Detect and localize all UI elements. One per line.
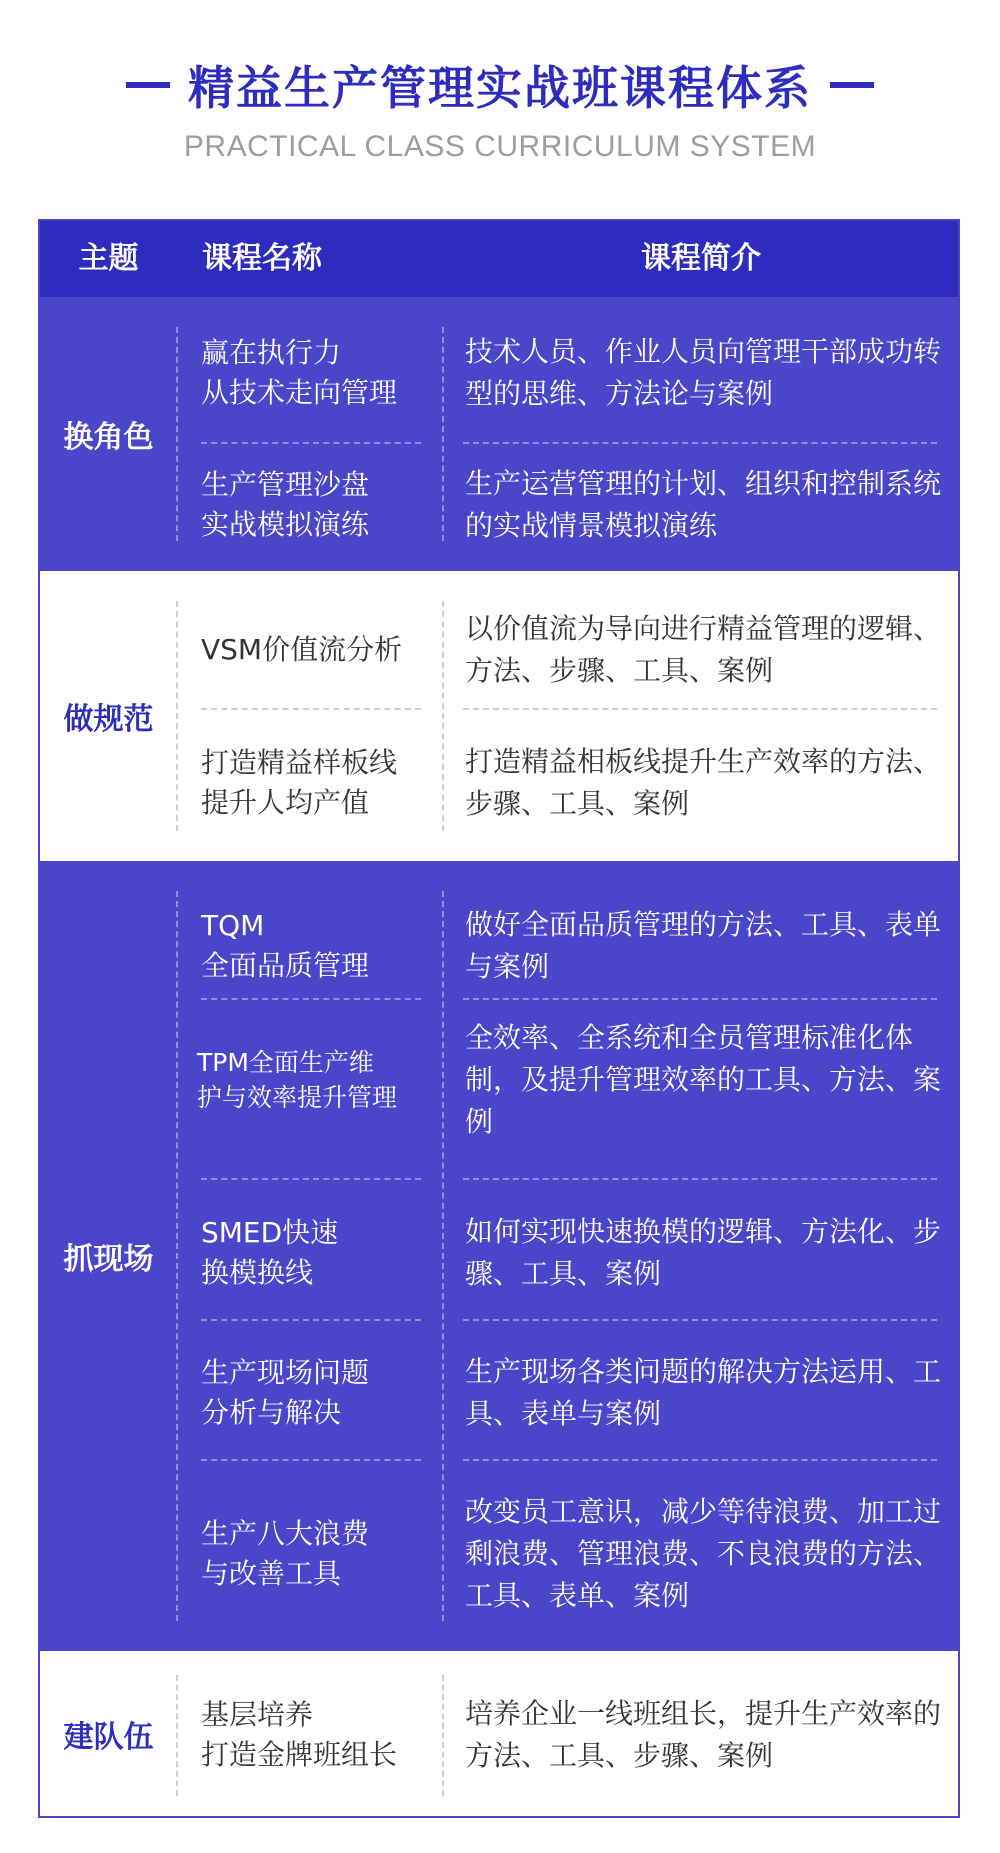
- row-divider: [463, 998, 937, 1000]
- row-divider: [201, 1178, 421, 1180]
- course-name: VSM价值流分析: [201, 633, 403, 666]
- section-topic: 抓现场: [63, 1242, 154, 1277]
- course-intro: 以价值流为导向进行精益管理的逻辑、方法、步骤、工具、案例: [465, 612, 942, 687]
- row-divider: [201, 442, 421, 444]
- header-topic: 主题: [78, 241, 139, 276]
- table-header: [40, 221, 958, 297]
- course-name: TQM 全面品质管理: [201, 909, 370, 982]
- header-course-name: 课程名称: [202, 241, 322, 276]
- row-divider: [463, 1319, 937, 1321]
- table-row: [177, 1669, 958, 1801]
- section-site-management: [40, 861, 958, 1651]
- title-right-dash: [830, 82, 874, 88]
- course-intro: 改变员工意识，减少等待浪费、加工过剩浪费、管理浪费、不良浪费的方法、工具、表单、案例: [465, 1495, 942, 1612]
- course-intro: 做好全面品质管理的方法、工具、表单与案例: [465, 908, 942, 983]
- table-row: [177, 1331, 958, 1455]
- table-row: [177, 1191, 958, 1315]
- course-intro: 如何实现快速换模的逻辑、方法化、步骤、工具、案例: [465, 1215, 942, 1290]
- row-divider: [201, 1319, 421, 1321]
- course-name: 生产八大浪费 与改善工具: [201, 1517, 370, 1590]
- section-team-building: [40, 1651, 958, 1816]
- course-intro: 生产运营管理的计划、组织和控制系统的实战情景模拟演练: [465, 467, 942, 542]
- row-divider: [463, 708, 937, 710]
- course-name: 基层培养 打造金牌班组长: [201, 1698, 398, 1771]
- row-divider: [201, 708, 421, 710]
- table-row: [177, 311, 958, 435]
- course-intro: 全效率、全系统和全员管理标准化体制，及提升管理效率的工具、方法、案例: [465, 1021, 942, 1138]
- course-name: 赢在执行力 从技术走向管理: [201, 336, 398, 409]
- header-course-intro: 课程简介: [641, 241, 761, 276]
- course-intro: 打造精益相板线提升生产效率的方法、步骤、工具、案例: [465, 745, 942, 820]
- table-row: [177, 721, 958, 845]
- table-row: [177, 1471, 958, 1637]
- section-topic: 换角色: [63, 420, 154, 455]
- section-standardize: [40, 571, 958, 861]
- row-divider: [201, 998, 421, 1000]
- row-divider: [463, 1178, 937, 1180]
- course-intro: 培养企业一线班组长，提升生产效率的方法、工具、步骤、案例: [465, 1697, 942, 1772]
- table-row: [177, 449, 958, 561]
- table-row: [177, 1009, 958, 1151]
- course-intro: 生产现场各类问题的解决方法运用、工具、表单与案例: [465, 1355, 942, 1430]
- course-name: SMED快速 换模换线: [201, 1216, 339, 1289]
- table-row: [177, 881, 958, 1011]
- section-topic: 做规范: [63, 702, 154, 737]
- curriculum-table: [38, 219, 960, 1818]
- course-intro: 技术人员、作业人员向管理干部成功转型的思维、方法论与案例: [465, 335, 942, 410]
- page-subtitle: PRACTICAL CLASS CURRICULUM SYSTEM: [183, 130, 817, 163]
- row-divider: [463, 1459, 937, 1461]
- table-row: [177, 591, 958, 709]
- title-text: 精益生产管理实战班课程体系: [188, 61, 812, 115]
- course-name: TPM全面生产维 护与效率提升管理: [197, 1048, 398, 1112]
- course-name: 生产现场问题 分析与解决: [201, 1356, 370, 1429]
- row-divider: [201, 1459, 421, 1461]
- page-title: [0, 52, 1000, 118]
- section-change-role: [40, 297, 958, 571]
- section-topic: 建队伍: [63, 1719, 154, 1755]
- title-left-dash: [126, 82, 170, 88]
- row-divider: [463, 442, 937, 444]
- course-name: 打造精益样板线 提升人均产值: [201, 746, 398, 819]
- course-name: 生产管理沙盘 实战模拟演练: [201, 468, 370, 541]
